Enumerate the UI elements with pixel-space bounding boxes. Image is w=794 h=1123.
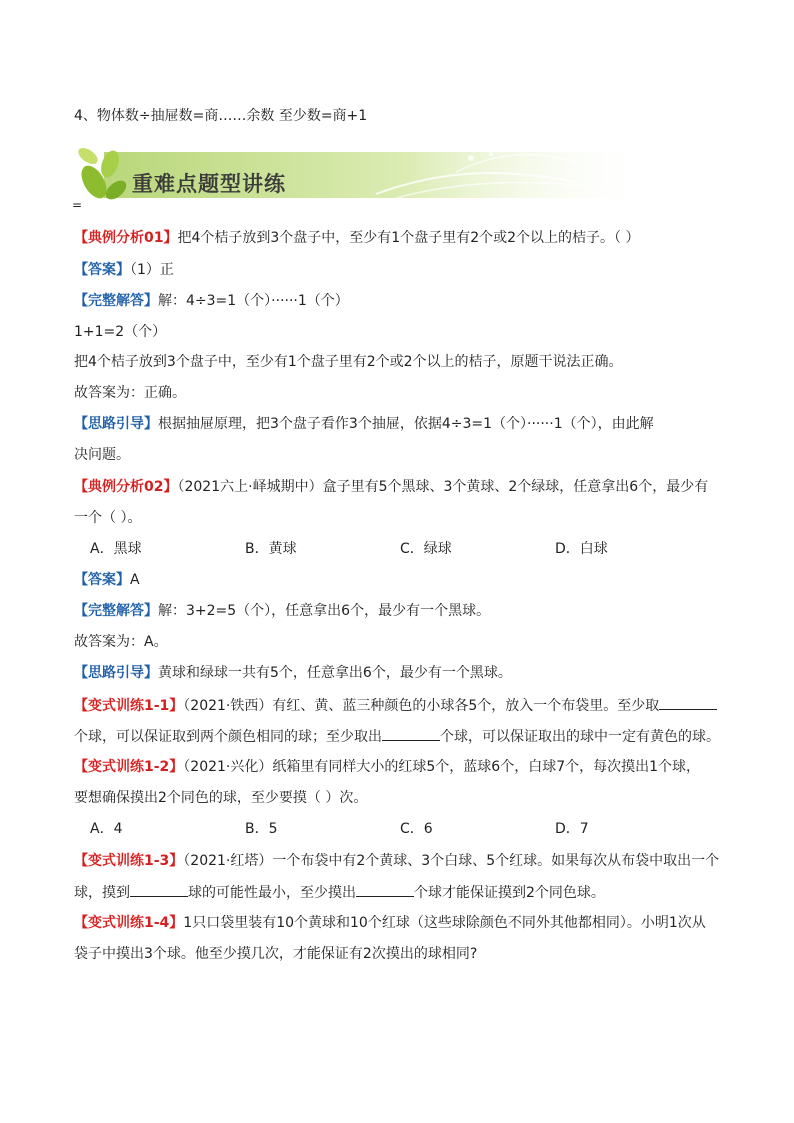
ex2-option-c: C．绿球	[400, 541, 452, 557]
v12-text-2: 要想确保摸出2个同色的球，至少要摸（ ）次。	[74, 790, 368, 806]
v12-text-1: （2021·兴化）纸箱里有同样大小的红球5个，蓝球6个，白球7个，每次摸出1个球，	[183, 759, 701, 775]
ex1-solution-4: 故答案为：正确。	[74, 385, 186, 401]
v14-line-1	[74, 913, 706, 933]
v13-text-1: （2021·红塔）一个布袋中有2个黄球、3个白球、5个红球。如果每次从布袋中取出一个	[183, 853, 720, 869]
ex2-answer-tag: 【答案】	[74, 572, 130, 588]
v13-text-2c: 个球才能保证摸到2个同色球。	[414, 885, 605, 901]
v12-option-d: D．7	[555, 821, 589, 837]
ex2-option-a: A．黑球	[90, 541, 142, 557]
section-title: 重难点题型讲练	[132, 172, 286, 196]
v12-tag: 【变式训练1-2】	[74, 759, 184, 775]
ex1-answer-tag: 【答案】	[74, 262, 130, 278]
v13-line-1	[74, 851, 719, 871]
v11-tag: 【变式训练1-1】	[74, 698, 184, 714]
ex1-solution-line-1	[74, 291, 349, 311]
v11-line-2	[74, 726, 720, 747]
v12-option-c: C．6	[400, 821, 433, 837]
ex1-hint-tag: 【思路引导】	[74, 416, 158, 432]
v14-tag: 【变式训练1-4】	[74, 915, 184, 931]
v12-option-a: A．4	[90, 821, 123, 837]
ex1-hint-1: 根据抽屉原理，把3个盘子看作3个抽屉，依据4÷3=1（个）······1（个），由此解	[158, 416, 654, 432]
ex2-tag: 【典例分析02】	[74, 479, 178, 495]
ex1-solution-2: 1+1=2（个）	[74, 324, 167, 340]
ex2-solution-2: 故答案为：A。	[74, 634, 168, 650]
v11-text-2a: 个球，可以保证取到两个颜色相同的球；至少取出	[74, 729, 382, 745]
ex1-solution-3: 把4个桔子放到3个盘子中，至少有1个盘子里有2个或2个以上的桔子，原题干说法正确。	[74, 354, 623, 370]
ex2-option-b: B．黄球	[245, 541, 297, 557]
ex2-question-1: （2021六上·峄城期中）盒子里有5个黑球、3个黄球、2个绿球，任意拿出6个，最少有	[177, 479, 709, 495]
v13-blank-2	[356, 882, 414, 897]
v11-blank-1	[659, 695, 717, 710]
ex2-answer: A	[130, 572, 140, 588]
v11-text-2b: 个球，可以保证取出的球中一定有黄色的球。	[440, 729, 720, 745]
v14-text-2: 袋子中摸出3个球。他至少摸几次，才能保证有2次摸出的球相同?	[74, 946, 478, 962]
ex1-answer: （1）正	[130, 262, 174, 278]
ex1-solution-tag: 【完整解答】	[74, 293, 158, 309]
ex2-hint-tag: 【思路引导】	[74, 665, 158, 681]
v12-option-b: B．5	[245, 821, 278, 837]
v11-blank-2	[382, 726, 440, 741]
equals-mark: =	[72, 198, 83, 212]
ex2-hint-line	[74, 663, 512, 683]
ex2-solution-1: 解：3+2=5（个），任意拿出6个，最少有一个黑球。	[158, 603, 491, 619]
v13-text-2b: 球的可能性最小，至少摸出	[188, 885, 356, 901]
v11-text-1a: （2021·铁西）有红、黄、蓝三种颜色的小球各5个，放入一个布袋里。至少取	[183, 698, 660, 714]
v12-line-1	[74, 757, 700, 777]
v13-text-2a: 球，摸到	[74, 885, 130, 901]
ex2-question-2: 一个（ ）。	[74, 510, 142, 526]
ex2-answer-line	[74, 570, 140, 590]
ex1-answer-line	[74, 260, 174, 280]
ex1-solution-1: 解：4÷3=1（个）······1（个）	[158, 293, 349, 309]
v11-line-1	[74, 695, 717, 716]
ex1-tag: 【典例分析01】	[74, 230, 178, 246]
v14-text-1: 1只口袋里装有10个黄球和10个红球（这些球除颜色不同外其他都相同）。小明1次从	[183, 915, 706, 931]
ex1-hint-2: 决问题。	[74, 447, 130, 463]
ex2-option-d: D．白球	[555, 541, 608, 557]
ex2-hint-1: 黄球和绿球一共有5个，任意拿出6个，最少有一个黑球。	[158, 665, 512, 681]
ex2-question-line-1	[74, 477, 708, 497]
ex2-solution-line-1	[74, 601, 490, 621]
v13-blank-1	[130, 882, 188, 897]
ex1-question-line	[74, 228, 639, 248]
ex1-hint-line-1	[74, 414, 654, 434]
ex2-solution-tag: 【完整解答】	[74, 603, 158, 619]
v13-tag: 【变式训练1-3】	[74, 853, 184, 869]
v13-line-2	[74, 882, 605, 903]
ex1-question: 把4个桔子放到3个盘子中，至少有1个盘子里有2个或2个以上的桔子。（ ）	[177, 230, 640, 246]
formula-line: 4、物体数÷抽屉数=商……余数 至少数=商+1	[74, 108, 368, 124]
